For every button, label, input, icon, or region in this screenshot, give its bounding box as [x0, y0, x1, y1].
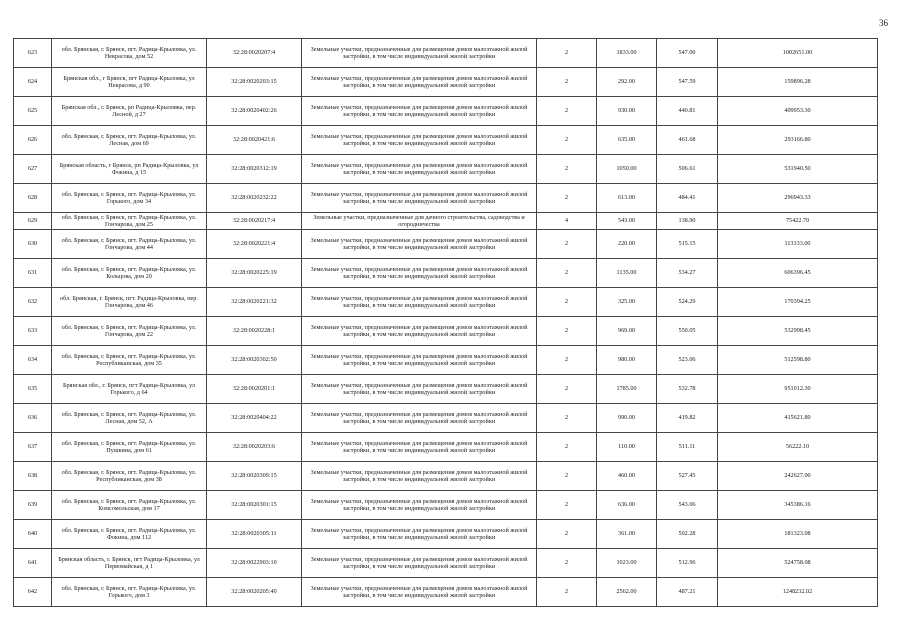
area-cell: 325.00	[597, 288, 657, 317]
row-number-cell: 637	[14, 433, 52, 462]
table-row	[14, 184, 878, 213]
row-number-cell: 625	[14, 97, 52, 126]
cadastral-value-cell: 532998.45	[718, 317, 878, 346]
cadastral-number-cell: 32:28:0020207:4	[207, 39, 302, 68]
group-cell: 2	[537, 578, 597, 607]
cadastral-value-cell: 170394.25	[718, 288, 878, 317]
cadastral-value-cell: 296943.33	[718, 184, 878, 213]
row-number-cell: 630	[14, 230, 52, 259]
cadastral-value-cell: 56222.10	[718, 433, 878, 462]
area-cell: 361.00	[597, 520, 657, 549]
cadastral-number-cell: 32:28:0020228:1	[207, 317, 302, 346]
specific-value-cell: 547.00	[657, 39, 718, 68]
area-cell: 930.00	[597, 97, 657, 126]
specific-value-cell: 524.29	[657, 288, 718, 317]
area-cell: 635.00	[597, 126, 657, 155]
address-cell: обл. Брянская, г. Брянск, пгт. Радица-Крыловка, ул. Республиканская, дом 38	[52, 462, 207, 491]
specific-value-cell: 527.45	[657, 462, 718, 491]
area-cell: 2562.00	[597, 578, 657, 607]
land-use-purpose-cell: Земельные участки, предназначенные для размещения домов малоэтажной жилой застройки, в том числе индивидуальной жилой застройки	[302, 491, 537, 520]
area-cell: 1050.00	[597, 155, 657, 184]
area-cell: 990.00	[597, 404, 657, 433]
land-use-purpose-cell: Земельные участки, предназначенные для размещения домов малоэтажной жилой застройки, в том числе индивидуальной жилой застройки	[302, 520, 537, 549]
row-number-cell: 632	[14, 288, 52, 317]
cadastral-value-cell: 345386.16	[718, 491, 878, 520]
address-cell: обл. Брянская, г. Брянск, пгт. Радица-Крыловка, ул. Гончарова, дом 22	[52, 317, 207, 346]
cadastral-number-cell: 32:28:0020225:19	[207, 259, 302, 288]
row-number-cell: 624	[14, 68, 52, 97]
specific-value-cell: 511.11	[657, 433, 718, 462]
group-cell: 2	[537, 404, 597, 433]
row-number-cell: 641	[14, 549, 52, 578]
cadastral-number-cell: 32:28:0020217:4	[207, 213, 302, 230]
table-row	[14, 317, 878, 346]
row-number-cell: 633	[14, 317, 52, 346]
table-row	[14, 491, 878, 520]
land-use-purpose-cell: Земельные участки, предназначенные для размещения домов малоэтажной жилой застройки, в том числе индивидуальной жилой застройки	[302, 433, 537, 462]
group-cell: 4	[537, 213, 597, 230]
row-number-cell: 638	[14, 462, 52, 491]
land-use-purpose-cell: Земельные участки, предназначенные для размещения домов малоэтажной жилой застройки, в том числе индивидуальной жилой застройки	[302, 462, 537, 491]
group-cell: 2	[537, 288, 597, 317]
cadastral-number-cell: 32:28:0020232:22	[207, 184, 302, 213]
table-row	[14, 433, 878, 462]
cadastral-number-cell: 32:28:0020203:15	[207, 68, 302, 97]
land-use-purpose-cell: Земельные участки, предназначенные для размещения домов малоэтажной жилой застройки, в том числе индивидуальной жилой застройки	[302, 549, 537, 578]
address-cell: обл. Брянская, г. Брянск, пгт. Радица-Крыловка, ул. Пушкина, дом 61	[52, 433, 207, 462]
land-use-purpose-cell: Земельные участки, предназначенные для размещения домов малоэтажной жилой застройки, в том числе индивидуальной жилой застройки	[302, 578, 537, 607]
land-use-purpose-cell: Земельные участки, предназначенные для размещения домов малоэтажной жилой застройки, в том числе индивидуальной жилой застройки	[302, 259, 537, 288]
cadastral-value-cell: 181323.08	[718, 520, 878, 549]
land-use-purpose-cell: Земельные участки, предназначенные для размещения домов малоэтажной жилой застройки, в том числе индивидуальной жилой застройки	[302, 230, 537, 259]
row-number-cell: 629	[14, 213, 52, 230]
specific-value-cell: 547.59	[657, 68, 718, 97]
specific-value-cell: 534.27	[657, 259, 718, 288]
cadastral-value-cell: 293166.80	[718, 126, 878, 155]
table-row	[14, 404, 878, 433]
group-cell: 2	[537, 259, 597, 288]
table-row	[14, 155, 878, 184]
group-cell: 2	[537, 549, 597, 578]
specific-value-cell: 532.78	[657, 375, 718, 404]
group-cell: 2	[537, 184, 597, 213]
address-cell: обл. Брянская, г. Брянск, пгт. Радица-Крыловка, пер. Гончарова, дом 46	[52, 288, 207, 317]
table-row	[14, 288, 878, 317]
table-row	[14, 462, 878, 491]
group-cell: 2	[537, 433, 597, 462]
specific-value-cell: 440.81	[657, 97, 718, 126]
table-row	[14, 578, 878, 607]
area-cell: 460.00	[597, 462, 657, 491]
table-row	[14, 126, 878, 155]
specific-value-cell: 484.41	[657, 184, 718, 213]
cadastral-number-cell: 32:28:0020312:19	[207, 155, 302, 184]
table-row	[14, 375, 878, 404]
specific-value-cell: 523.06	[657, 346, 718, 375]
cadastral-value-cell: 113333.00	[718, 230, 878, 259]
specific-value-cell: 550.05	[657, 317, 718, 346]
row-number-cell: 636	[14, 404, 52, 433]
cadastral-value-cell: 524758.08	[718, 549, 878, 578]
cadastral-number-cell: 32:28:0022903:10	[207, 549, 302, 578]
land-use-purpose-cell: Земельные участки, предназначенные для размещения домов малоэтажной жилой застройки, в том числе индивидуальной жилой застройки	[302, 404, 537, 433]
specific-value-cell: 515.15	[657, 230, 718, 259]
cadastral-value-cell: 415621.80	[718, 404, 878, 433]
row-number-cell: 627	[14, 155, 52, 184]
area-cell: 1785.00	[597, 375, 657, 404]
specific-value-cell: 419.82	[657, 404, 718, 433]
address-cell: обл. Брянская, г. Брянск, пгт. Радица-Крыловка, ул. Горького, дом 34	[52, 184, 207, 213]
specific-value-cell: 506.61	[657, 155, 718, 184]
group-cell: 2	[537, 346, 597, 375]
row-number-cell: 628	[14, 184, 52, 213]
cadastral-number-cell: 32:28:0020301:15	[207, 491, 302, 520]
specific-value-cell: 487.21	[657, 578, 718, 607]
specific-value-cell: 138.90	[657, 213, 718, 230]
address-cell: обл. Брянская, г. Брянск, пгт. Радица-Крыловка, ул. Гончарова, дом 25	[52, 213, 207, 230]
cadastral-number-cell: 32:28:0020203:6	[207, 433, 302, 462]
specific-value-cell: 502.28	[657, 520, 718, 549]
cadastral-number-cell: 32:28:0020404:22	[207, 404, 302, 433]
table-row	[14, 213, 878, 230]
cadastral-value-cell: 409953.30	[718, 97, 878, 126]
table-row	[14, 97, 878, 126]
page-number: 36	[879, 18, 888, 28]
table-row	[14, 346, 878, 375]
group-cell: 2	[537, 491, 597, 520]
row-number-cell: 639	[14, 491, 52, 520]
specific-value-cell: 512.96	[657, 549, 718, 578]
land-use-purpose-cell: Земельные участки, предназначенные для размещения домов малоэтажной жилой застройки, в том числе индивидуальной жилой застройки	[302, 184, 537, 213]
address-cell: обл. Брянская, г. Брянск, пгт. Радица-Крыловка, ул. Республиканская, дом 35	[52, 346, 207, 375]
area-cell: 613.00	[597, 184, 657, 213]
area-cell: 1023.00	[597, 549, 657, 578]
cadastral-value-cell: 606396.45	[718, 259, 878, 288]
cadastral-value-cell: 242627.00	[718, 462, 878, 491]
land-use-purpose-cell: Земельные участки, предназначенные для размещения домов малоэтажной жилой застройки, в том числе индивидуальной жилой застройки	[302, 126, 537, 155]
address-cell: обл. Брянская, г. Брянск, пгт. Радица-Крыловка, ул. Некрасова, дом 52	[52, 39, 207, 68]
cadastral-number-cell: 32:28:0020421:6	[207, 126, 302, 155]
area-cell: 980.00	[597, 346, 657, 375]
land-use-purpose-cell: Земельные участки, предназначенные для размещения домов малоэтажной жилой застройки, в том числе индивидуальной жилой застройки	[302, 317, 537, 346]
address-cell: обл. Брянская, г. Брянск, пгт. Радица-Крыловка, ул. Кольцова, дом 20	[52, 259, 207, 288]
address-cell: Брянская обл., г. Брянск, пгт Радица-Крыловка, ул Горького, д 64	[52, 375, 207, 404]
cadastral-number-cell: 32:28:0020201:1	[207, 375, 302, 404]
address-cell: обл. Брянская, г. Брянск, пгт. Радица-Крыловка, ул. Гончарова, дом 44	[52, 230, 207, 259]
cadastral-value-cell: 512598.80	[718, 346, 878, 375]
cadastral-number-cell: 32:28:0020221:4	[207, 230, 302, 259]
area-cell: 292.00	[597, 68, 657, 97]
cadastral-value-cell: 159896.28	[718, 68, 878, 97]
group-cell: 2	[537, 462, 597, 491]
cadastral-number-cell: 32:28:0020305:11	[207, 520, 302, 549]
group-cell: 2	[537, 155, 597, 184]
group-cell: 2	[537, 126, 597, 155]
cadastral-value-cell: 531940.50	[718, 155, 878, 184]
address-cell: обл. Брянская, г. Брянск, пгт. Радица-Крыловка, ул. Лесная, дом 69	[52, 126, 207, 155]
table-row	[14, 549, 878, 578]
land-use-purpose-cell: Земельные участки, предназначенные для размещения домов малоэтажной жилой застройки, в том числе индивидуальной жилой застройки	[302, 288, 537, 317]
land-use-purpose-cell: Земельные участки, предназначенные для дачного строительства, садоводства и огородничества	[302, 213, 537, 230]
group-cell: 2	[537, 230, 597, 259]
area-cell: 543.00	[597, 213, 657, 230]
cadastral-number-cell: 32:28:0020302:50	[207, 346, 302, 375]
row-number-cell: 634	[14, 346, 52, 375]
row-number-cell: 640	[14, 520, 52, 549]
area-cell: 636.00	[597, 491, 657, 520]
area-cell: 110.00	[597, 433, 657, 462]
cadastral-value-cell: 951012.30	[718, 375, 878, 404]
row-number-cell: 635	[14, 375, 52, 404]
group-cell: 2	[537, 68, 597, 97]
specific-value-cell: 543.06	[657, 491, 718, 520]
table-row	[14, 39, 878, 68]
address-cell: Брянская область, г Брянск, рп Радица-Крыловка, ул Фокина, д 15	[52, 155, 207, 184]
area-cell: 969.00	[597, 317, 657, 346]
land-use-purpose-cell: Земельные участки, предназначенные для размещения домов малоэтажной жилой застройки, в том числе индивидуальной жилой застройки	[302, 375, 537, 404]
area-cell: 220.00	[597, 230, 657, 259]
land-registry-table	[13, 38, 878, 607]
area-cell: 1833.00	[597, 39, 657, 68]
address-cell: обл. Брянская, г. Брянск, пгт. Радица-Крыловка, ул. Лесная, дом 52, А	[52, 404, 207, 433]
group-cell: 2	[537, 317, 597, 346]
table-row	[14, 520, 878, 549]
land-use-purpose-cell: Земельные участки, предназначенные для размещения домов малоэтажной жилой застройки, в том числе индивидуальной жилой застройки	[302, 97, 537, 126]
cadastral-value-cell: 75422.70	[718, 213, 878, 230]
land-use-purpose-cell: Земельные участки, предназначенные для размещения домов малоэтажной жилой застройки, в том числе индивидуальной жилой застройки	[302, 68, 537, 97]
group-cell: 2	[537, 97, 597, 126]
address-cell: Брянская область, г. Брянск, пгт Радица-Крыловка, ул Первомайская, д 1	[52, 549, 207, 578]
cadastral-number-cell: 32:28:0020309:15	[207, 462, 302, 491]
cadastral-number-cell: 32:28:0020402:26	[207, 97, 302, 126]
area-cell: 1135.00	[597, 259, 657, 288]
group-cell: 2	[537, 39, 597, 68]
table-row	[14, 68, 878, 97]
row-number-cell: 626	[14, 126, 52, 155]
cadastral-number-cell: 32:28:0020205:40	[207, 578, 302, 607]
table-row	[14, 259, 878, 288]
row-number-cell: 642	[14, 578, 52, 607]
address-cell: обл. Брянская, г. Брянск, пгт. Радица-Крыловка, ул. Фокина, дом 112	[52, 520, 207, 549]
cadastral-value-cell: 1002651.00	[718, 39, 878, 68]
table-row	[14, 230, 878, 259]
row-number-cell: 623	[14, 39, 52, 68]
address-cell: Брянская обл., г. Брянск, рп Радица-Крыловка, пер. Лесной, д 27	[52, 97, 207, 126]
address-cell: Брянская обл., г Брянск, пгт Радица-Крыловка, ул Некрасова, д 90	[52, 68, 207, 97]
specific-value-cell: 461.68	[657, 126, 718, 155]
group-cell: 2	[537, 520, 597, 549]
address-cell: обл. Брянская, г. Брянск, пгт. Радица-Крыловка, ул. Горького, дом 3	[52, 578, 207, 607]
land-use-purpose-cell: Земельные участки, предназначенные для размещения домов малоэтажной жилой застройки, в том числе индивидуальной жилой застройки	[302, 346, 537, 375]
land-use-purpose-cell: Земельные участки, предназначенные для размещения домов малоэтажной жилой застройки, в том числе индивидуальной жилой застройки	[302, 39, 537, 68]
row-number-cell: 631	[14, 259, 52, 288]
address-cell: обл. Брянская, г. Брянск, пгт. Радица-Крыловка, ул. Комсомольская, дом 17	[52, 491, 207, 520]
group-cell: 2	[537, 375, 597, 404]
table-body	[14, 39, 878, 607]
cadastral-value-cell: 1248232.02	[718, 578, 878, 607]
cadastral-number-cell: 32:28:0020221:32	[207, 288, 302, 317]
land-use-purpose-cell: Земельные участки, предназначенные для размещения домов малоэтажной жилой застройки, в том числе индивидуальной жилой застройки	[302, 155, 537, 184]
